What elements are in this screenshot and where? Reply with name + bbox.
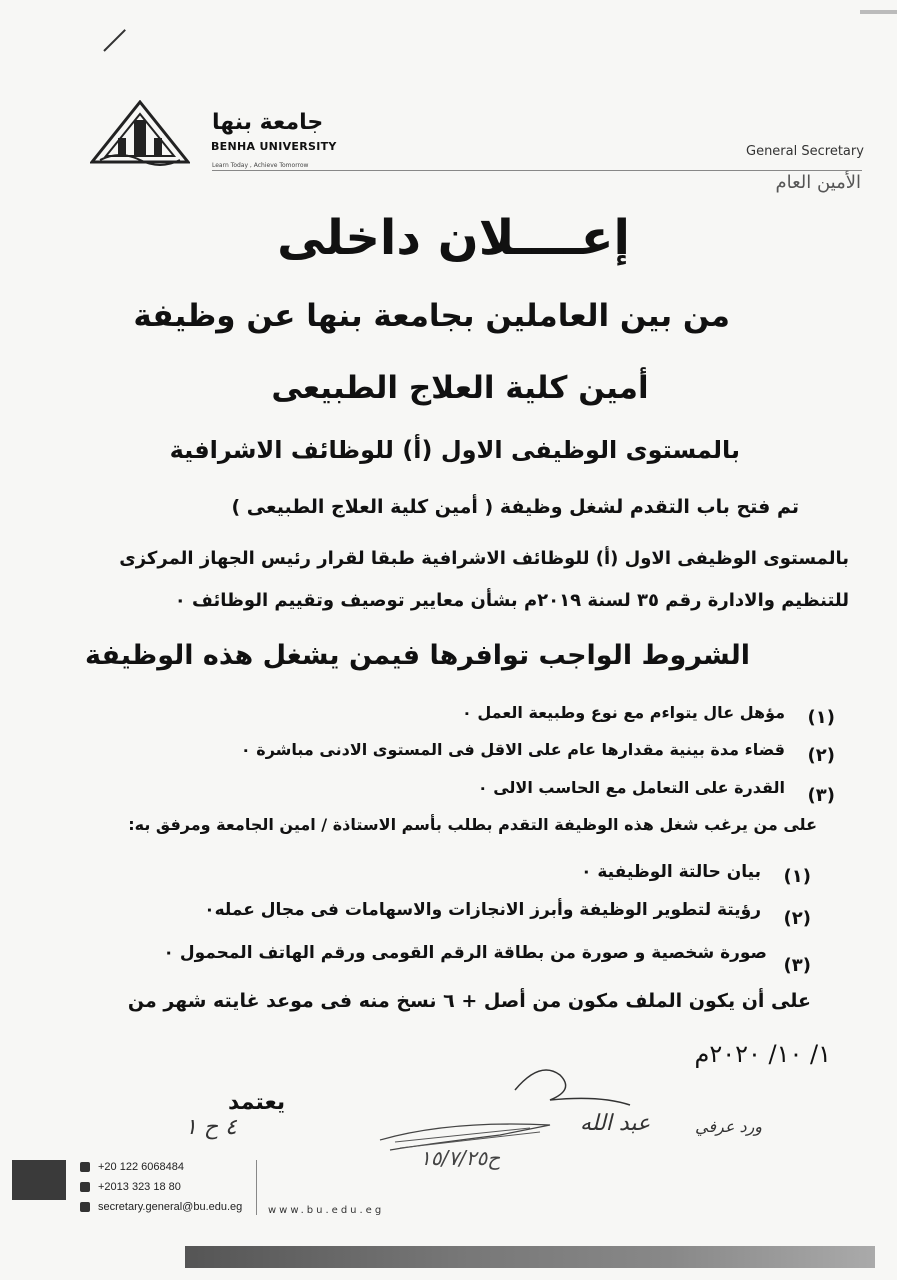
paragraph-line-2: بالمستوى الوظيفى الاول (أ) للوظائف الاشرافية طبقا لقرار رئيس الجهاز المركزى — [119, 548, 849, 569]
general-secretary-english: General Secretary — [746, 144, 864, 159]
scan-edge — [860, 10, 897, 14]
university-name-english: BENHA UNIVERSITY — [211, 140, 337, 153]
attachment-number: (١) — [783, 866, 811, 887]
handwritten-signatures — [300, 1050, 800, 1170]
footer-email — [80, 1201, 242, 1213]
application-intro: على من يرغب شغل هذه الوظيفة التقدم بطلب بأسم الاستاذة / امين الجامعة ومرفق به: — [128, 815, 817, 834]
approve-label: يعتمد — [228, 1090, 286, 1115]
subtitle-recruitment: من بين العاملين بجامعة بنها عن وظيفة — [133, 298, 730, 334]
condition-number: (١) — [807, 707, 835, 728]
svg-text:عبد الله: عبد الله — [580, 1111, 651, 1136]
footer-color-block — [12, 1160, 66, 1200]
university-name-arabic: جامعة بنها — [212, 110, 324, 135]
website-url: www.bu.edu.eg — [268, 1205, 385, 1216]
attachment-item: رؤيتة لتطوير الوظيفة وأبرز الانجازات والاسهامات فى مجال عمله٠ — [204, 900, 761, 920]
svg-text:ورد عرفي: ورد عرفي — [695, 1117, 763, 1136]
attachment-number: (٢) — [783, 908, 811, 929]
university-logo — [90, 100, 190, 168]
attachment-item: بيان حالتة الوظيفية ٠ — [581, 862, 761, 882]
footer-phone — [80, 1161, 184, 1173]
condition-number: (٣) — [807, 785, 835, 806]
announcement-title: إعــــلان داخلى — [277, 210, 630, 266]
footer-bar — [185, 1246, 875, 1268]
condition-item: القدرة على التعامل مع الحاسب الالى ٠ — [477, 778, 785, 797]
fax-number: +2013 323 18 80 — [98, 1181, 181, 1193]
phone-number: +20 122 6068484 — [98, 1161, 184, 1173]
header-divider — [212, 170, 862, 171]
fax-icon — [80, 1182, 90, 1192]
general-secretary-arabic: الأمين العام — [775, 172, 861, 193]
approve-initials: ٤ ح ١ — [185, 1115, 237, 1140]
deadline-line-1: على أن يكون الملف مكون من أصل + ٦ نسخ منه فى موعد غايته شهر من — [127, 990, 811, 1012]
attachment-item: صورة شخصية و صورة من بطاقة الرقم القومى ورقم الهاتف المحمول ٠ — [163, 943, 767, 963]
pen-mark — [103, 29, 126, 52]
email-address: secretary.general@bu.edu.eg — [98, 1201, 243, 1213]
email-icon — [80, 1202, 90, 1212]
subtitle-position: أمين كلية العلاج الطبيعى — [271, 370, 649, 406]
conditions-heading: الشروط الواجب توافرها فيمن يشغل هذه الوظيفة — [84, 640, 750, 671]
phone-icon — [80, 1162, 90, 1172]
deadline-date: ١/ ١٠/ ٢٠٢٠م — [694, 1040, 831, 1068]
paragraph-line-3: للتنظيم والادارة رقم ٣٥ لسنة ٢٠١٩م بشأن معايير توصيف وتقييم الوظائف ٠ — [174, 590, 849, 611]
university-tagline: Learn Today , Achieve Tomorrow — [212, 162, 309, 169]
condition-item: قضاء مدة بينية مقدارها عام على الاقل فى المستوى الادنى مباشرة ٠ — [240, 740, 785, 759]
svg-text:ح١٥/٧/٢٥: ح١٥/٧/٢٥ — [420, 1146, 501, 1170]
condition-number: (٢) — [807, 745, 835, 766]
footer-divider — [256, 1160, 257, 1215]
subtitle-level: بالمستوى الوظيفى الاول (أ) للوظائف الاشرافية — [169, 436, 740, 464]
paragraph-line-1: تم فتح باب التقدم لشغل وظيفة ( أمين كلية العلاج الطبيعى ) — [231, 496, 799, 518]
condition-item: مؤهل عال يتواءم مع نوع وطبيعة العمل ٠ — [462, 703, 785, 722]
footer-fax — [80, 1181, 181, 1193]
attachment-number: (٣) — [783, 955, 811, 976]
